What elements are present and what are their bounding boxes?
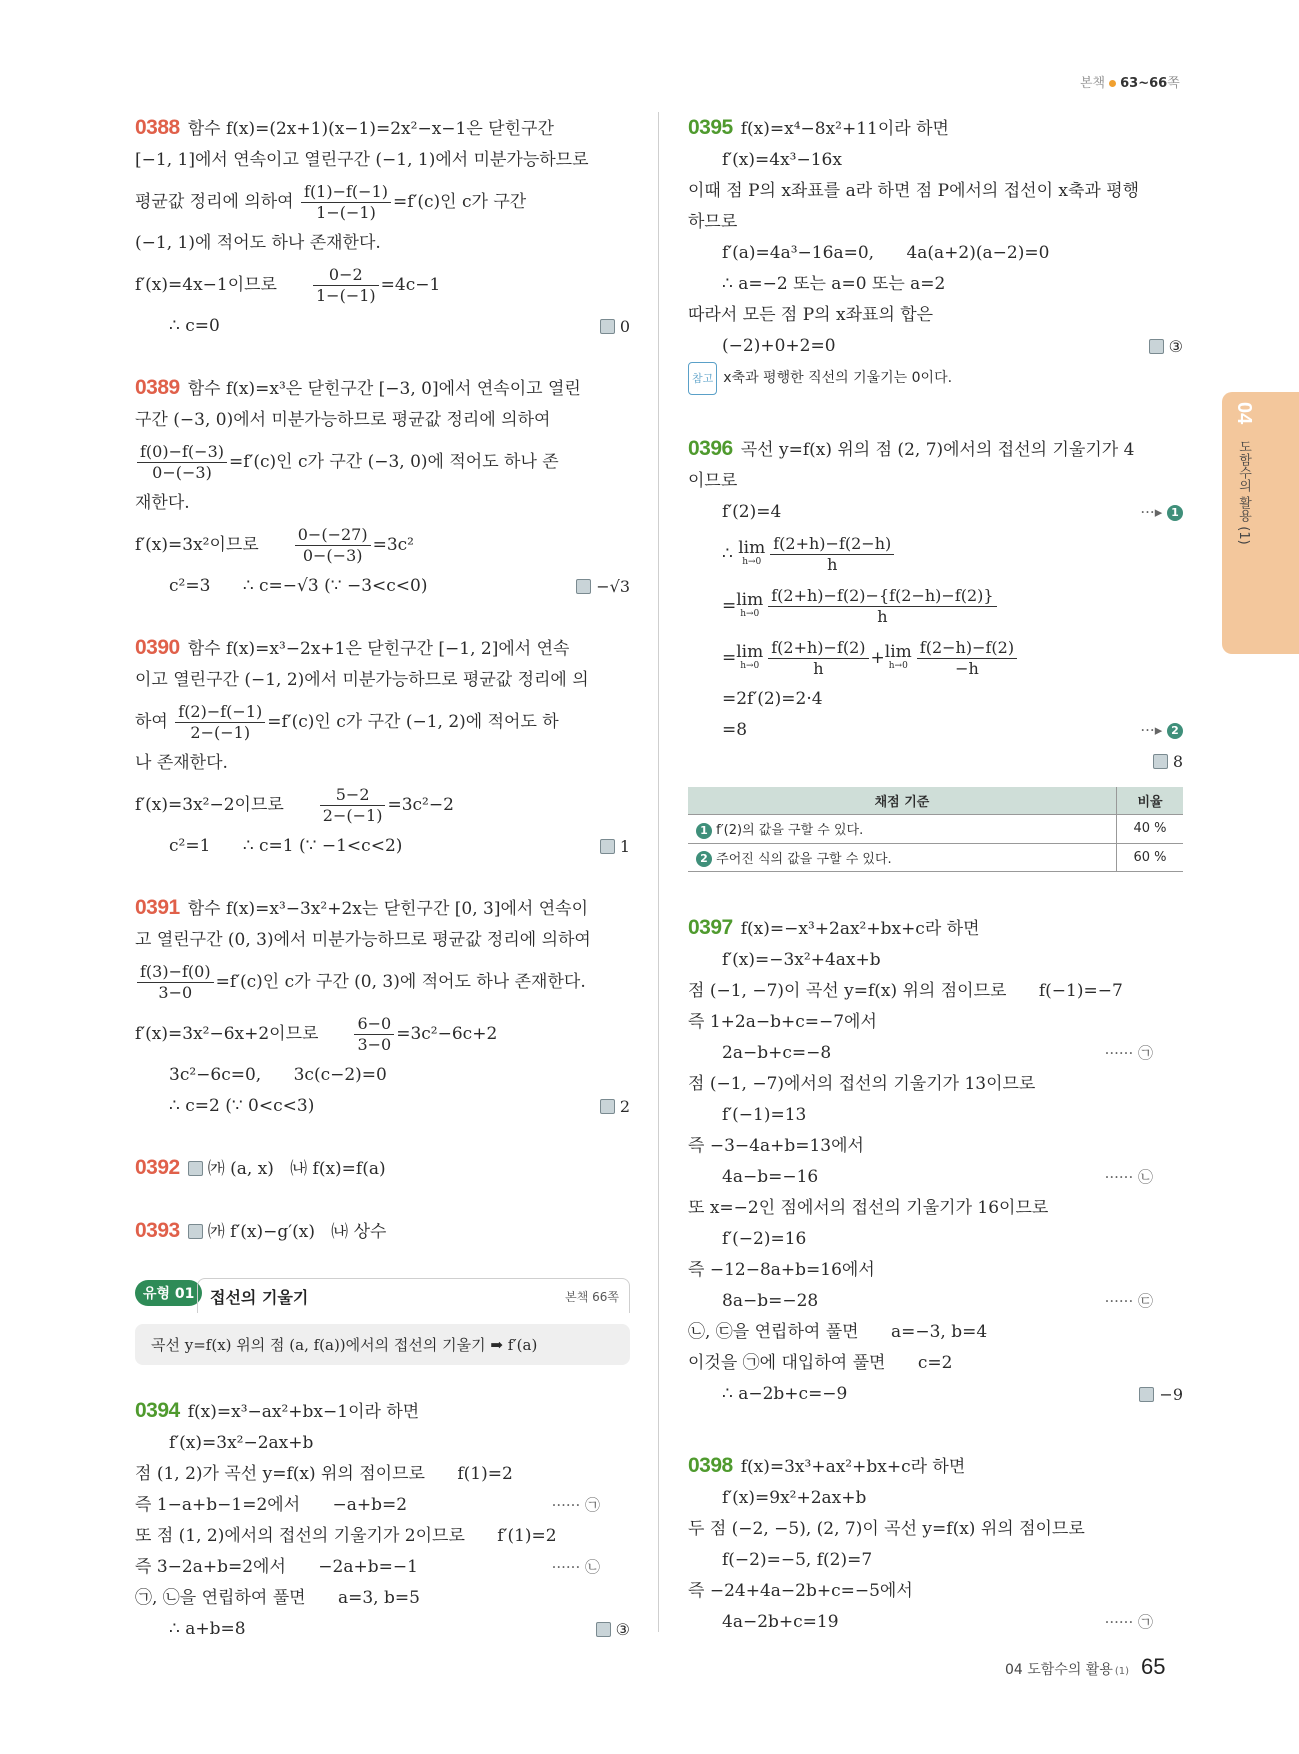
answer: ③ <box>596 1614 630 1645</box>
grading-header-ratio: 비율 <box>1117 787 1184 815</box>
step-2-icon: 2 <box>696 851 712 867</box>
problem-0397 <box>688 912 1183 1410</box>
problem-number: 0398 <box>688 1454 733 1477</box>
step-marker: ···▸ 2 <box>1140 715 1183 746</box>
solution-text: 평균값 정리에 의하여 <box>135 192 294 212</box>
solution-text: 함수 f(x)=x³은 닫힌구간 [−3, 0]에서 연속이고 열린 <box>187 379 581 399</box>
solution-text: 이고 열린구간 (−1, 2)에서 미분가능하므로 평균값 정리에 의 <box>135 670 589 690</box>
problem-0393 <box>135 1215 630 1248</box>
note-text: x축과 평행한 직선의 기울기는 0이다. <box>723 370 953 386</box>
solution-text: 즉 −12−8a+b=16에서 <box>688 1260 875 1280</box>
step-1-icon: 1 <box>1167 505 1183 521</box>
solution-text: (−1, 1)에 적어도 하나 존재한다. <box>135 233 381 253</box>
solution-text: =f′(c)인 c가 구간 (−1, 2)에 적어도 하 <box>267 712 559 732</box>
solution-text: f′(x)=3x²이므로 <box>135 535 259 555</box>
problem-0389 <box>135 372 630 602</box>
solution-text: [−1, 1]에서 연속이고 열린구간 (−1, 1)에서 미분가능하므로 <box>135 150 589 170</box>
answer-icon <box>596 1622 611 1637</box>
column-divider <box>658 112 659 1632</box>
therefore-symbol: ∴ <box>722 544 733 564</box>
solution-text: =f′(c)인 c가 구간 (0, 3)에 적어도 하나 존재한다. <box>215 972 586 992</box>
answer-icon <box>600 319 615 334</box>
grading-ratio: 40 % <box>1117 815 1184 844</box>
step-2-icon: 2 <box>1167 723 1183 739</box>
answer-icon <box>600 1099 615 1114</box>
fraction: $\frac{f(0)-f(-3)}{0-(-3)}$ <box>137 442 227 483</box>
solution-text: f(x)=−x³+2ax²+bx+c라 하면 <box>740 919 980 939</box>
solution-text: (−2)+0+2=0 <box>722 336 836 356</box>
type-title: 접선의 기울기 <box>210 1288 309 1307</box>
header-page-reference <box>1080 72 1180 91</box>
solution-text: 점 (1, 2)가 곡선 y=f(x) 위의 점이므로 f(1)=2 <box>135 1464 513 1484</box>
fraction: $\frac{f(2)-f(-1)}{2-(-1)}$ <box>175 702 265 743</box>
answer-icon <box>1139 1387 1154 1402</box>
solution-text: 3c²−6c=0, 3c(c−2)=0 <box>169 1065 387 1085</box>
page-suffix: 쪽 <box>1167 76 1180 91</box>
solution-text: 즉 1−a+b−1=2에서 −a+b=2 <box>135 1495 408 1515</box>
problem-number: 0396 <box>688 437 733 460</box>
solution-text: 따라서 모든 점 P의 x좌표의 합은 <box>688 305 934 325</box>
limit: lim h→0 <box>738 537 766 567</box>
fraction: $\frac{f(3)-f(0)}{3-0}$ <box>137 962 214 1003</box>
problem-number: 0390 <box>135 636 180 659</box>
solution-text: =3c²−2 <box>387 795 454 815</box>
problem-number: 0393 <box>135 1219 180 1242</box>
page-number: 65 <box>1141 1654 1166 1679</box>
solution-text: f(x)=3x³+ax²+bx+c라 하면 <box>740 1457 966 1477</box>
limit: lim h→0 <box>736 589 764 619</box>
problem-number: 0392 <box>135 1156 180 1179</box>
answer-icon <box>1149 339 1164 354</box>
solution-text: f′(x)=9x²+2ax+b <box>722 1488 867 1508</box>
solution-text: c²=1 ∴ c=1 (∵ −1<c<2) <box>169 836 403 856</box>
fraction: $\frac{0-(-27)}{0-(-3)}$ <box>295 525 371 566</box>
solution-text: 즉 1+2a−b+c=−7에서 <box>688 1012 877 1032</box>
problem-0392 <box>135 1152 630 1185</box>
solution-text: f(−2)=−5, f(2)=7 <box>722 1550 873 1570</box>
solution-text: =2f′(2)=2·4 <box>722 689 823 709</box>
footer-chapter-sub: (1) <box>1114 1666 1130 1677</box>
solution-text: 4a−2b+c=19 <box>722 1612 839 1632</box>
grading-criteria: f′(2)의 값을 구할 수 있다. <box>716 823 864 838</box>
step-1-icon: 1 <box>696 823 712 839</box>
grading-table <box>688 787 1183 872</box>
equation-marker: ······ ㉡ <box>1104 1168 1153 1186</box>
fraction: $\frac{f(2-h)-f(2)}{-h}$ <box>917 638 1017 679</box>
solution-text: 8a−b=−28 <box>722 1291 819 1311</box>
equation-marker: ······ ㉢ <box>1104 1292 1153 1310</box>
solution-text: 함수 f(x)=x³−2x+1은 닫힌구간 [−1, 2]에서 연속 <box>187 639 570 659</box>
solution-text: f′(−2)=16 <box>722 1229 807 1249</box>
solution-text: =4c−1 <box>380 275 441 295</box>
problem-0395 <box>688 112 1183 395</box>
type-reference: 본책 66쪽 <box>565 1290 619 1304</box>
solution-text: 이때 점 P의 x좌표를 a라 하면 점 P에서의 접선이 x축과 평행 <box>688 181 1140 201</box>
book-label: 본책 <box>1080 76 1106 91</box>
solution-text: 또 점 (1, 2)에서의 접선의 기울기가 2이므로 f′(1)=2 <box>135 1526 557 1546</box>
problem-number: 0397 <box>688 916 733 939</box>
solution-text: f′(x)=3x²−6x+2이므로 <box>135 1024 319 1044</box>
solution-text: f′(x)=3x²−2이므로 <box>135 795 284 815</box>
solution-text: 4a−b=−16 <box>722 1167 819 1187</box>
concept-box: 곡선 y=f(x) 위의 점 (a, f(a))에서의 접선의 기울기 ➡ f′(a) <box>135 1324 630 1365</box>
limit: lim h→0 <box>884 641 912 671</box>
solution-text: ∴ a−2b+c=−9 <box>722 1384 848 1404</box>
type-badge: 유형 01 <box>135 1280 202 1306</box>
problem-number: 0395 <box>688 116 733 139</box>
chapter-title: 도함수의 활용 (1) <box>1236 440 1251 545</box>
problem-0394 <box>135 1395 630 1645</box>
answer: −√3 <box>576 571 630 602</box>
solution-text: 이므로 <box>688 471 738 491</box>
answer: −9 <box>1139 1379 1183 1410</box>
solution-text: f′(a)=4a³−16a=0, 4a(a+2)(a−2)=0 <box>722 243 1050 263</box>
chapter-side-tab <box>1222 392 1299 654</box>
step-marker: ···▸ 1 <box>1140 497 1183 528</box>
solution-text: ∴ a+b=8 <box>169 1619 246 1639</box>
fraction: $\frac{f(2+h)-f(2)}{h}$ <box>768 638 868 679</box>
problem-number: 0391 <box>135 896 180 919</box>
solution-text: ∴ c=2 (∵ 0<c<3) <box>169 1096 315 1116</box>
problem-number: 0388 <box>135 116 180 139</box>
problem-0390 <box>135 632 630 862</box>
limit: lim h→0 <box>736 641 764 671</box>
solution-text: =f′(c)인 c가 구간 <box>393 192 527 212</box>
answer-text: ㈎ f′(x)−g′(x) ㈏ 상수 <box>207 1222 387 1242</box>
problem-number: 0394 <box>135 1399 180 1422</box>
grading-row <box>688 843 1183 872</box>
solution-text: c²=3 ∴ c=−√3 (∵ −3<c<0) <box>169 576 428 596</box>
solution-text: f′(x)=4x−1이므로 <box>135 275 277 295</box>
answer-icon <box>188 1161 203 1176</box>
problem-number: 0389 <box>135 376 180 399</box>
answer: 0 <box>600 311 630 342</box>
footer-chapter: 04 도함수의 활용 <box>1005 1662 1113 1678</box>
note-tag: 참고 <box>688 362 717 395</box>
solution-text: =3c² <box>372 535 414 555</box>
answer-icon <box>576 579 591 594</box>
solution-text: f′(x)=4x³−16x <box>722 150 842 170</box>
problem-0388 <box>135 112 630 342</box>
solution-text: 재한다. <box>135 493 190 513</box>
solution-text: 구간 (−3, 0)에서 미분가능하므로 평균값 정리에 의하여 <box>135 410 551 430</box>
solution-text: 점 (−1, −7)에서의 접선의 기울기가 13이므로 <box>688 1074 1036 1094</box>
answer: ③ <box>1149 331 1183 362</box>
solution-text: =3c²−6c+2 <box>396 1024 498 1044</box>
solution-text: 함수 f(x)=(2x+1)(x−1)=2x²−x−1은 닫힌구간 <box>187 119 554 139</box>
left-column <box>135 112 630 1675</box>
grading-header-criteria: 채점 기준 <box>688 787 1117 815</box>
solution-text: =8 <box>722 720 748 740</box>
solution-text: 이것을 ㉠에 대입하여 풀면 c=2 <box>688 1353 953 1373</box>
right-column <box>688 112 1183 1668</box>
solution-text: 두 점 (−2, −5), (2, 7)이 곡선 y=f(x) 위의 점이므로 <box>688 1519 1085 1539</box>
solution-text: f(x)=x³−ax²+bx−1이라 하면 <box>187 1402 420 1422</box>
equation-marker: ······ ㉠ <box>1104 1044 1153 1062</box>
solution-text: f′(x)=3x²−2ax+b <box>169 1433 314 1453</box>
equation-marker: ······ ㉡ <box>551 1558 600 1576</box>
grading-ratio: 60 % <box>1117 843 1184 872</box>
solution-text: 함수 f(x)=x³−3x²+2x는 닫힌구간 [0, 3]에서 연속이 <box>187 899 589 919</box>
grading-criteria: 주어진 식의 값을 구할 수 있다. <box>716 851 892 867</box>
answer-icon <box>188 1224 203 1239</box>
answer: 8 <box>1153 746 1183 777</box>
problem-0398 <box>688 1450 1183 1638</box>
solution-text: f′(−1)=13 <box>722 1105 807 1125</box>
solution-text: 나 존재한다. <box>135 753 228 773</box>
solution-text: ∴ a=−2 또는 a=0 또는 a=2 <box>722 274 946 294</box>
fraction: $\frac{6-0}{3-0}$ <box>354 1014 394 1055</box>
chapter-number: 04 <box>1233 402 1255 425</box>
solution-text: 즉 −24+4a−2b+c=−5에서 <box>688 1581 913 1601</box>
type-section-header <box>135 1278 630 1312</box>
answer: 2 <box>600 1091 630 1122</box>
answer-icon <box>600 839 615 854</box>
solution-text: 또 x=−2인 점에서의 접선의 기울기가 16이므로 <box>688 1198 1049 1218</box>
type-title-box <box>197 1278 630 1313</box>
fraction: $\frac{f(2+h)-f(2-h)}{h}$ <box>770 534 894 575</box>
dot-icon <box>1109 80 1116 87</box>
solution-text: 2a−b+c=−8 <box>722 1043 832 1063</box>
solution-text: 점 (−1, −7)이 곡선 y=f(x) 위의 점이므로 f(−1)=−7 <box>688 981 1123 1001</box>
solution-text: ㉠, ㉡을 연립하여 풀면 a=3, b=5 <box>135 1588 420 1608</box>
equation-marker: ······ ㉠ <box>1104 1613 1153 1631</box>
solution-text: 고 열린구간 (0, 3)에서 미분가능하므로 평균값 정리에 의하여 <box>135 930 591 950</box>
solution-text: ∴ c=0 <box>169 316 220 336</box>
answer: 1 <box>600 831 630 862</box>
solution-text: f′(2)=4 <box>722 502 782 522</box>
fraction: $\frac{f(1)-f(-1)}{1-(-1)}$ <box>301 182 391 223</box>
solution-text: 즉 3−2a+b=2에서 −2a+b=−1 <box>135 1557 418 1577</box>
fraction: $\frac{5-2}{2-(-1)}$ <box>320 785 386 826</box>
solution-text: 하여 <box>135 712 168 732</box>
solution-text: 하므로 <box>688 212 738 232</box>
problem-0391 <box>135 892 630 1122</box>
equation-marker: ······ ㉠ <box>551 1496 600 1514</box>
solution-text: f(x)=x⁴−8x²+11이라 하면 <box>740 119 949 139</box>
problem-0396: 0396 곡선 y=f(x) 위의 점 (2, 7)에서의 접선의 기울기가 4 이므로 f′(2)=4 ···▸ 1 ∴ lim h→0 $\frac{f(2+h)-f(2-h)}{h}$ =lim h→0 $\frac{f(2+h)-f(2)-\{f(2-h)-f(2)\}}{h}$ =lim h→0 $\frac{f(2+h)-f(2)}{h}$ +lim h→0 $\frac{f(2-h)-f(2)}{-h}$ =2f′(2)=2·4 =8 ···▸ 2 8 <box>688 433 1183 777</box>
page-footer <box>1005 1654 1166 1680</box>
solution-text: ㉡, ㉢을 연립하여 풀면 a=−3, b=4 <box>688 1322 988 1342</box>
solution-text: 즉 −3−4a+b=13에서 <box>688 1136 864 1156</box>
solution-text: f′(x)=−3x²+4ax+b <box>722 950 881 970</box>
answer-text: ㈎ (a, x) ㈏ f(x)=f(a) <box>207 1159 386 1179</box>
answer-icon <box>1153 754 1168 769</box>
grading-row <box>688 815 1183 844</box>
fraction: $\frac{f(2+h)-f(2)-\{f(2-h)-f(2)\}}{h}$ <box>768 586 996 627</box>
solution-text: 곡선 y=f(x) 위의 점 (2, 7)에서의 접선의 기울기가 4 <box>740 440 1135 460</box>
fraction: $\frac{0-2}{1-(-1)}$ <box>313 265 379 306</box>
page-range: 63~66 <box>1120 76 1168 91</box>
solution-text: =f′(c)인 c가 구간 (−3, 0)에 적어도 하나 존 <box>228 452 559 472</box>
